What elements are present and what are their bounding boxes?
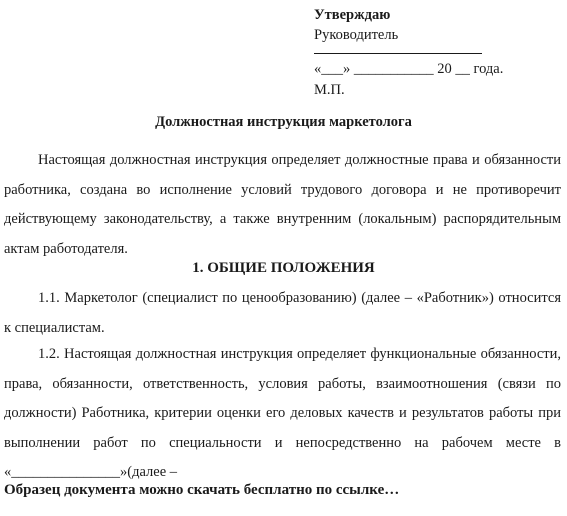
approval-heading: Утверждаю xyxy=(314,7,391,23)
clause-1-1-text: 1.1. Маркетолог (специалист по ценообразованию) (далее – «Работник») относится к специалистам. xyxy=(4,290,561,336)
intro-text: Настоящая должностная инструкция определяет должностные права и обязанности работника, создана во исполнение условий трудового договора и не противоречит действующему законодательству, а также внутренним (локальным) распорядительным актам работодателя. xyxy=(4,152,561,257)
document-title: Должностная инструкция маркетолога xyxy=(155,114,412,130)
signature-line xyxy=(314,45,482,54)
approval-stamp: М.П. xyxy=(314,82,345,98)
intro-paragraph xyxy=(4,146,561,264)
clause-1-1 xyxy=(4,284,561,343)
approval-role: Руководитель xyxy=(314,27,399,43)
download-note[interactable]: Образец документа можно скачать бесплатно по ссылке… xyxy=(4,482,400,498)
section-heading: 1. ОБЩИЕ ПОЛОЖЕНИЯ xyxy=(192,260,375,276)
clause-1-2-text: 1.2. Настоящая должностная инструкция определяет функциональные обязанности, права, обязанности, ответственность, условия работы, взаимоотношения (связи по должности) Работника, критерии оценки его деловых качеств и результатов работы при выполнении работ по специальности и непосредственно на рабочем месте в «_______________»(далее – xyxy=(4,346,561,480)
approval-date-line: «___» ___________ 20 __ года. xyxy=(314,61,504,77)
approval-block xyxy=(314,4,554,100)
clause-1-2 xyxy=(4,340,561,488)
